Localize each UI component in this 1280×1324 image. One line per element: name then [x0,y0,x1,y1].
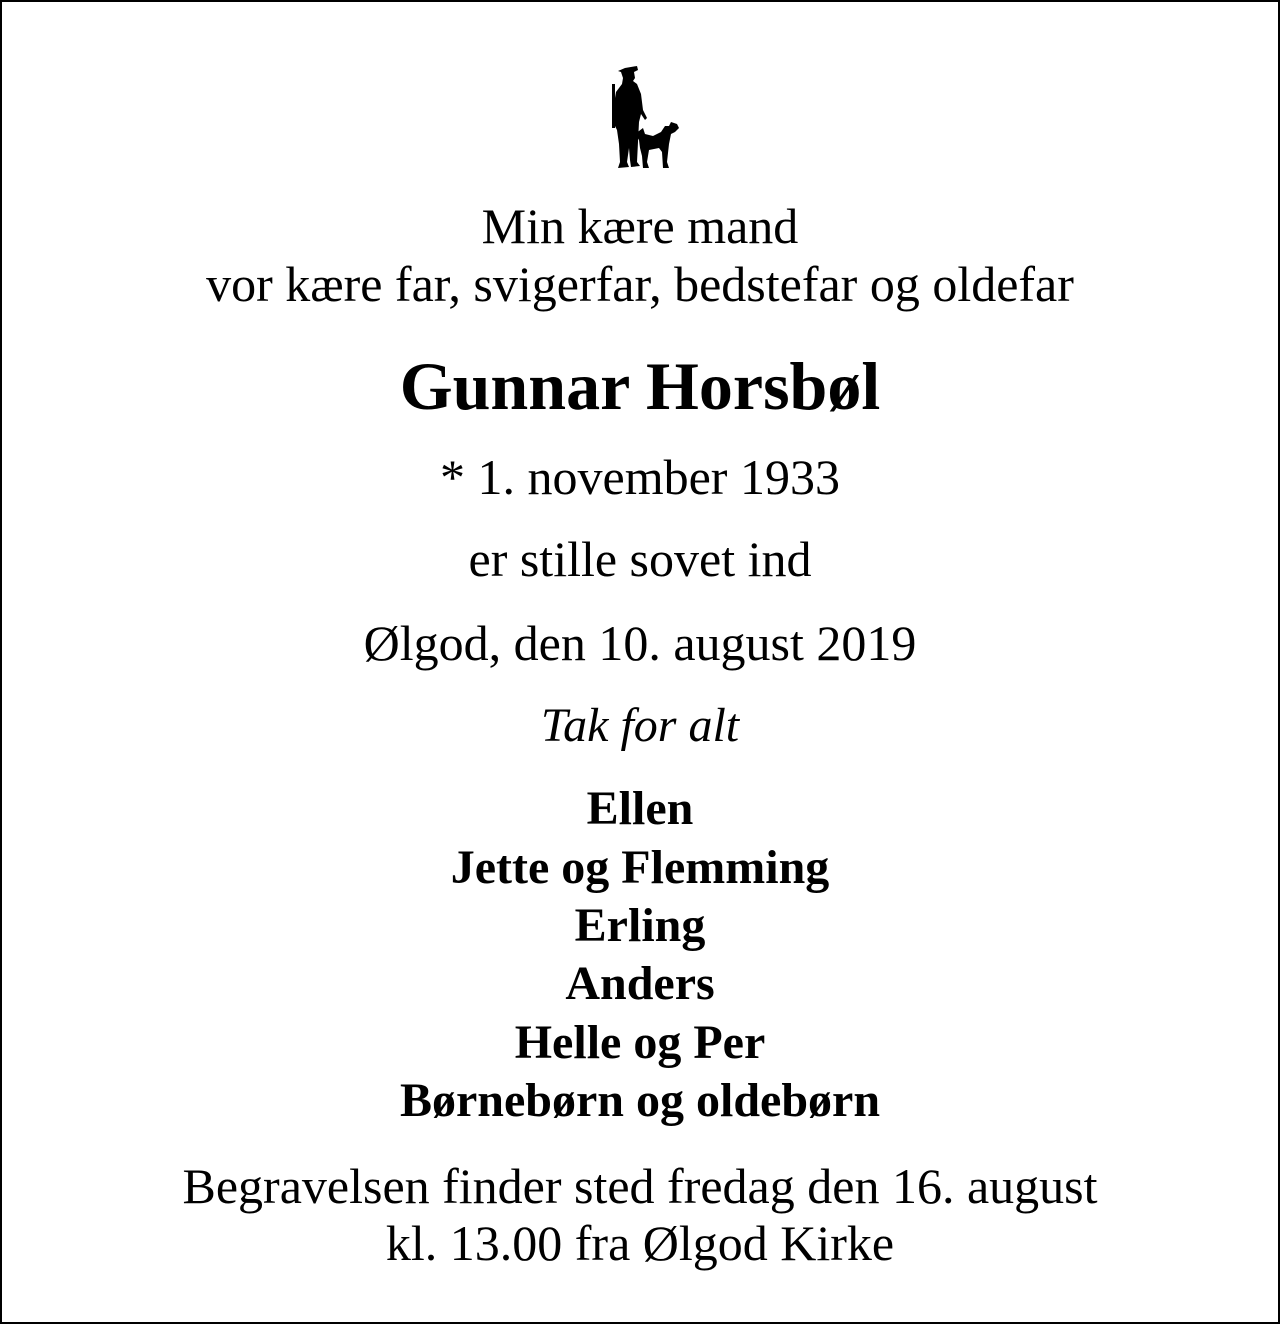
intro-line-1: Min kære mand [481,198,799,254]
hunter-with-dog-icon [607,64,681,170]
place-and-date: Ølgod, den 10. august 2019 [363,615,917,671]
signatory: Helle og Per [514,1016,766,1069]
signatory: Børnebørn og oldebørn [399,1074,881,1127]
signatory: Ellen [586,782,694,835]
signatory: Jette og Flemming [450,841,830,894]
birth-date: * 1. november 1933 [440,449,840,505]
passing-phrase: er stille sovet ind [468,531,812,587]
funeral-line-2: kl. 13.00 fra Ølgod Kirke [385,1215,895,1271]
signatory: Anders [565,957,715,1010]
signatory: Erling [574,899,706,952]
funeral-line-1: Begravelsen finder sted fredag den 16. august [182,1158,1098,1214]
deceased-name: Gunnar Horsbøl [399,348,881,424]
thanks-text: Tak for alt [540,699,740,752]
intro-line-2: vor kære far, svigerfar, bedstefar og oldefar [206,256,1074,312]
